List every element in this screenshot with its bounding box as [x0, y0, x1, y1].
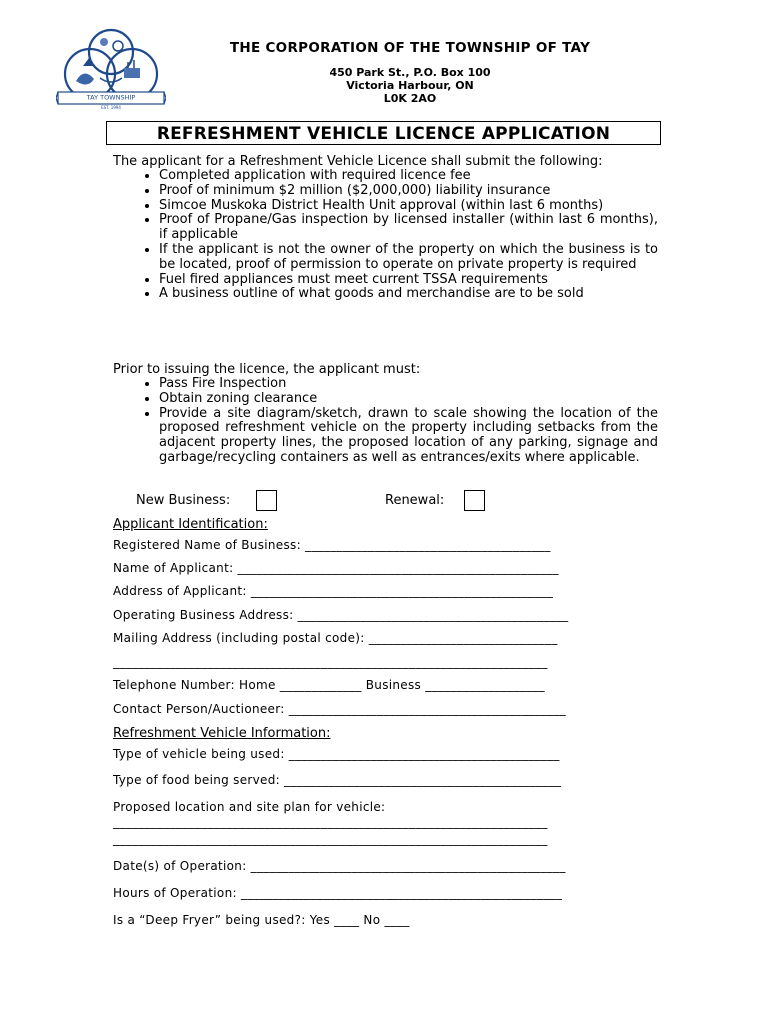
- list-item: • Proof of minimum $2 million ($2,000,000) liability insurance: [159, 184, 658, 199]
- list-item: • Completed application with required licence fee: [159, 169, 658, 184]
- address-line-1: 450 Park St., P.O. Box 100: [329, 66, 491, 79]
- proposed-location-line-2[interactable]: _____________________________________________________________________: [113, 832, 548, 846]
- deep-fryer-field[interactable]: Is a “Deep Fryer” being used?: Yes ____ No ____: [113, 913, 410, 927]
- logo-est: EST. 1994: [101, 105, 121, 110]
- telephone-field[interactable]: Telephone Number: Home _____________ Business ___________________: [113, 678, 545, 692]
- proposed-location-label: Proposed location and site plan for vehicle:: [113, 800, 386, 814]
- address-line-2: Victoria Harbour, ON: [346, 79, 474, 92]
- registered-name-field[interactable]: Registered Name of Business: _______________________________________: [113, 538, 551, 552]
- mailing-address-field[interactable]: Mailing Address (including postal code): ______________________________: [113, 631, 558, 645]
- applicant-address-field[interactable]: Address of Applicant: ________________________________________________: [113, 584, 554, 598]
- applicant-section-heading: Applicant Identification:: [113, 517, 268, 532]
- prior-list: [113, 377, 658, 466]
- new-business-label: New Business:: [136, 493, 231, 508]
- address-line-3: L0K 2AO: [383, 92, 437, 105]
- form-title: REFRESHMENT VEHICLE LICENCE APPLICATION: [106, 121, 661, 145]
- food-type-field[interactable]: Type of food being served: ____________________________________________: [113, 773, 562, 787]
- renewal-option: [385, 490, 485, 511]
- list-item: • Fuel fired appliances must meet current TSSA requirements: [159, 273, 658, 288]
- renewal-checkbox[interactable]: [464, 490, 485, 511]
- township-logo: [56, 26, 166, 112]
- organization-title: THE CORPORATION OF THE TOWNSHIP OF TAY: [229, 40, 591, 56]
- list-item: • Obtain zoning clearance: [159, 392, 658, 407]
- requirements-section: [113, 154, 658, 302]
- proposed-location-line-1[interactable]: _____________________________________________________________________: [113, 815, 548, 829]
- requirements-lead: The applicant for a Refreshment Vehicle Licence shall submit the following:: [113, 154, 603, 169]
- prior-lead: Prior to issuing the licence, the applicant must:: [113, 362, 421, 377]
- mailing-address-line-2[interactable]: _____________________________________________________________________: [113, 655, 548, 669]
- list-item: • Pass Fire Inspection: [159, 377, 658, 392]
- logo-text: TAY TOWNSHIP: [86, 93, 136, 102]
- new-business-option: [136, 490, 277, 511]
- list-item: • Proof of Propane/Gas inspection by licensed installer (within last 6 months), if applicable: [159, 213, 658, 243]
- vehicle-type-field[interactable]: Type of vehicle being used: ___________________________________________: [113, 747, 560, 761]
- hours-of-operation-field[interactable]: Hours of Operation: ___________________________________________________: [113, 886, 563, 900]
- list-item: • Simcoe Muskoka District Health Unit approval (within last 6 months): [159, 199, 658, 214]
- list-item: • Provide a site diagram/sketch, drawn to scale showing the location of the proposed refreshment vehicle on the property including setbacks from the adjacent property lines, the proposed location of any parking, signage and garbage/recycling containers as well as entrances/exits where applicable.: [159, 407, 658, 466]
- contact-person-field[interactable]: Contact Person/Auctioneer: ____________________________________________: [113, 702, 566, 716]
- list-item: • If the applicant is not the owner of the property on which the business is to be located, proof of permission to operate on private property is required: [159, 243, 658, 273]
- prior-section: [113, 362, 658, 466]
- applicant-name-field[interactable]: Name of Applicant: ___________________________________________________: [113, 561, 559, 575]
- operating-address-field[interactable]: Operating Business Address: ___________________________________________: [113, 608, 569, 622]
- renewal-label: Renewal:: [385, 493, 445, 508]
- vehicle-section-heading: Refreshment Vehicle Information:: [113, 726, 331, 741]
- new-business-checkbox[interactable]: [256, 490, 277, 511]
- requirements-list: [113, 169, 658, 302]
- dates-of-operation-field[interactable]: Date(s) of Operation: __________________________________________________: [113, 859, 566, 873]
- list-item: • A business outline of what goods and merchandise are to be sold: [159, 287, 658, 302]
